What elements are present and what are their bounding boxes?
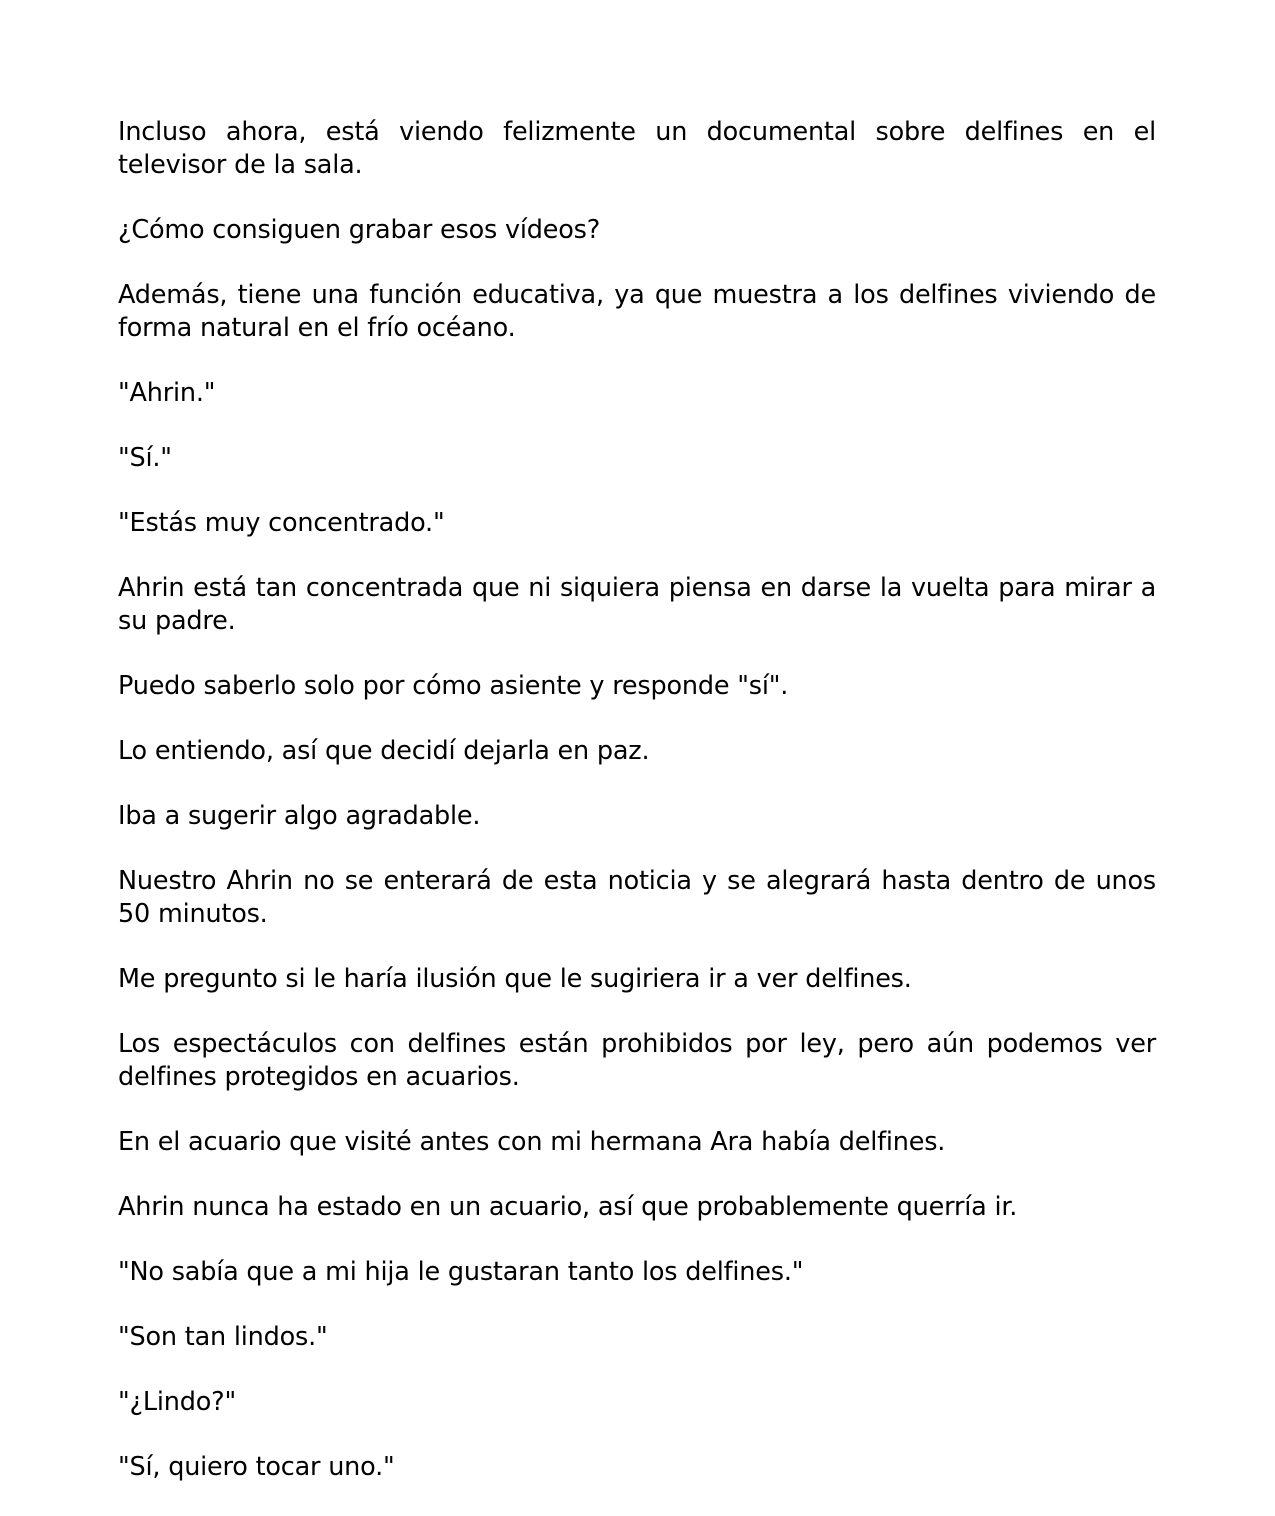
paragraph: Los espectáculos con delfines están prohibidos por ley, pero aún podemos ver delfines protegidos en acuarios. (118, 1029, 1156, 1092)
paragraph: Iba a sugerir algo agradable. (118, 801, 481, 831)
paragraph: Además, tiene una función educativa, ya que muestra a los delfines viviendo de forma natural en el frío océano. (118, 280, 1156, 343)
paragraph: En el acuario que visité antes con mi hermana Ara había delfines. (118, 1127, 946, 1157)
paragraph: "Ahrin." (118, 378, 216, 408)
paragraph: Ahrin está tan concentrada que ni siquiera piensa en darse la vuelta para mirar a su padre. (118, 573, 1156, 636)
paragraph: Me pregunto si le haría ilusión que le sugiriera ir a ver delfines. (118, 964, 912, 994)
paragraph: Lo entiendo, así que decidí dejarla en paz. (118, 736, 650, 766)
paragraph: Incluso ahora, está viendo felizmente un documental sobre delfines en el televisor de la sala. (118, 117, 1156, 180)
paragraph: Ahrin nunca ha estado en un acuario, así que probablemente querría ir. (118, 1192, 1018, 1222)
paragraph: ¿Cómo consiguen grabar esos vídeos? (118, 215, 601, 245)
paragraph: Puedo saberlo solo por cómo asiente y responde "sí". (118, 671, 789, 701)
document-body (118, 116, 1156, 1516)
paragraph: "Son tan lindos." (118, 1322, 328, 1352)
paragraph: "Sí, quiero tocar uno." (118, 1452, 395, 1482)
paragraph: "¿Lindo?" (118, 1387, 236, 1417)
paragraph: "No sabía que a mi hija le gustaran tanto los delfines." (118, 1257, 804, 1287)
paragraph: "Estás muy concentrado." (118, 508, 445, 538)
paragraph: Nuestro Ahrin no se enterará de esta noticia y se alegrará hasta dentro de unos 50 minutos. (118, 866, 1156, 929)
paragraph: "Sí." (118, 443, 172, 473)
